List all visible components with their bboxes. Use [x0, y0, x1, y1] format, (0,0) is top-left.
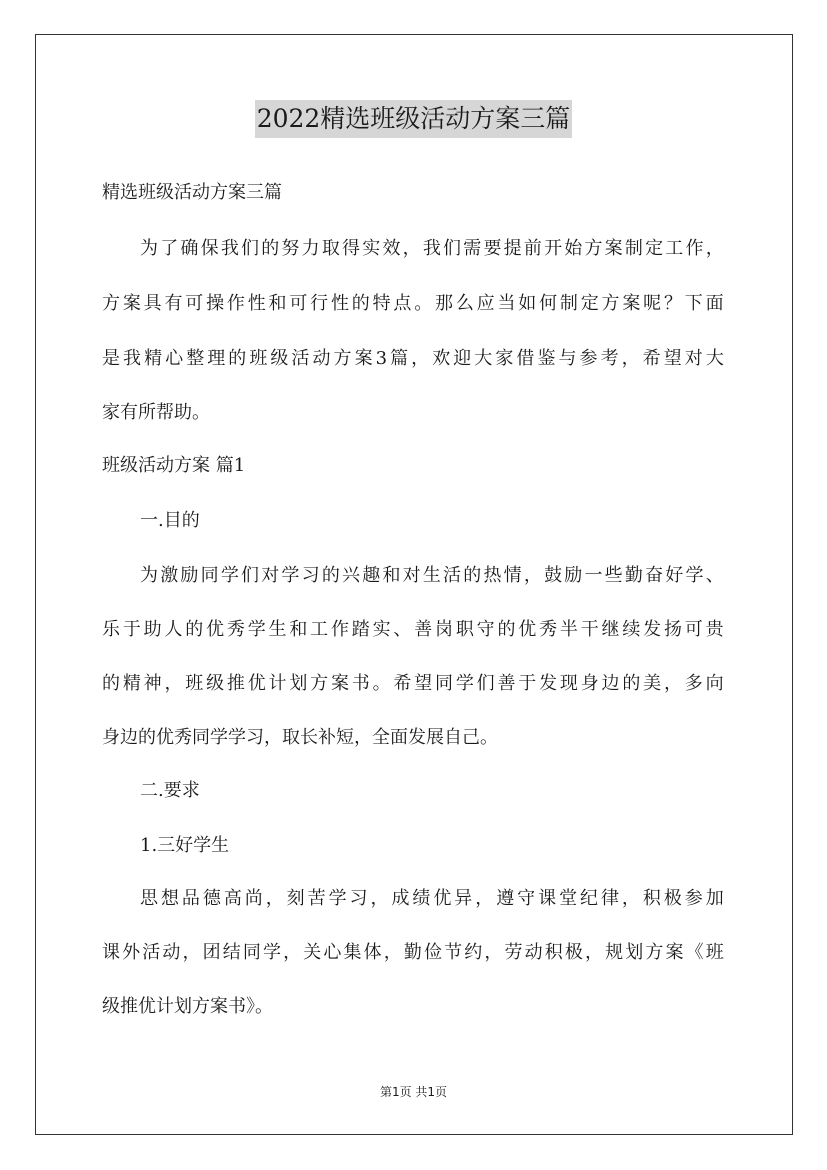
subtitle: 精选班级活动方案三篇	[102, 182, 282, 203]
intro-line-1: 为 了 确 保 我 们 的 努 力 取 得 实 效 ， 我 们 需 要 提 前 开 始 方 案 制 定 工 作 ，	[140, 238, 724, 259]
intro-line-3: 是 我 精 心 整 理 的 班 级 活 动 方 案 3 篇 ， 欢 迎 大 家 借 鉴 与 参 考 ， 希 望 对 大	[102, 348, 724, 369]
title-container	[0, 100, 827, 138]
item-1-line-4: 身边的优秀同学学习，取长补短，全面发展自己。	[102, 727, 498, 748]
item-2-heading: 二.要求	[140, 780, 200, 801]
intro-line-2: 方 案 具 有 可 操 作 性 和 可 行 性 的 特 点 。 那 么 应 当 如 何 制 定 方 案 呢 ？ 下 面	[102, 293, 724, 314]
item-1-line-1: 为 激 励 同 学 们 对 学 习 的 兴 趣 和 对 生 活 的 热 情 ， 鼓 励 一 些 勤 奋 好 学 、	[140, 565, 724, 586]
item-1-heading: 一.目的	[140, 510, 200, 531]
item-2-line-1: 思 想 品 德 高 尚 ， 刻 苦 学 习 ， 成 绩 优 异 ， 遵 守 课 堂 纪 律 ， 积 极 参 加	[140, 888, 724, 909]
section-heading: 班级活动方案 篇1	[102, 455, 246, 476]
item-1-line-3: 的 精 神 ， 班 级 推 优 计 划 方 案 书 。 希 望 同 学 们 善 于 发 现 身 边 的 美 ， 多 向	[102, 673, 724, 694]
item-2-line-2: 课 外 活 动 ， 团 结 同 学 ， 关 心 集 体 ， 勤 俭 节 约 ， 劳 动 积 极 ， 规 划 方 案 《 班	[102, 942, 724, 963]
page-footer: 第1页 共1页	[379, 1085, 448, 1099]
intro-line-4: 家有所帮助。	[102, 402, 210, 423]
item-1-line-2: 乐 于 助 人 的 优 秀 学 生 和 工 作 踏 实 、 善 岗 职 守 的 优 秀 半 干 继 续 发 扬 可 贵	[102, 619, 724, 640]
document-title: 2022精选班级活动方案三篇	[255, 100, 573, 138]
item-2-sub-heading: 1.三好学生	[140, 835, 230, 856]
item-2-line-3: 级推优计划方案书》。	[102, 996, 273, 1017]
